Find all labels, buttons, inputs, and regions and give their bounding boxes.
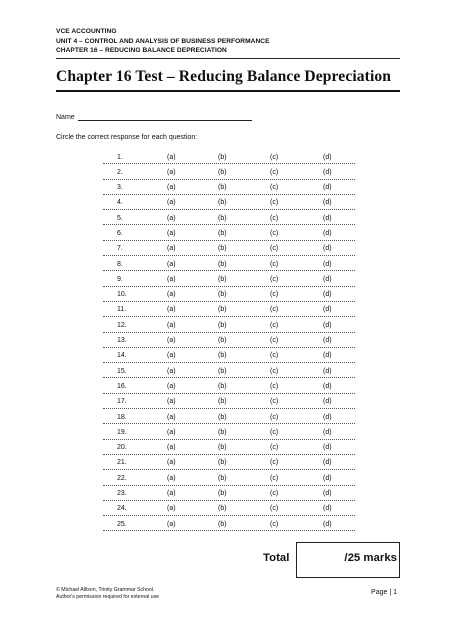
question-row — [103, 409, 355, 424]
question-number: 19. — [117, 428, 127, 436]
name-row — [56, 114, 252, 121]
question-number: 2. — [117, 168, 123, 176]
document-header — [56, 27, 400, 56]
answer-option-d[interactable]: (d) — [323, 291, 332, 299]
question-row — [103, 195, 355, 210]
answer-option-d[interactable]: (d) — [323, 459, 332, 467]
answer-option-a[interactable]: (a) — [167, 260, 176, 268]
answer-option-a[interactable]: (a) — [167, 490, 176, 498]
question-row — [103, 501, 355, 516]
answer-option-b[interactable]: (b) — [218, 168, 227, 176]
answer-option-b[interactable]: (b) — [218, 337, 227, 345]
question-row — [103, 241, 355, 256]
answer-option-d[interactable]: (d) — [323, 352, 332, 360]
answer-option-b[interactable]: (b) — [218, 229, 227, 237]
answer-option-b[interactable]: (b) — [218, 306, 227, 314]
question-row — [103, 302, 355, 317]
answer-option-b[interactable]: (b) — [218, 398, 227, 406]
answer-option-b[interactable]: (b) — [218, 214, 227, 222]
question-row — [103, 440, 355, 455]
answer-option-d[interactable]: (d) — [323, 245, 332, 253]
answer-option-d[interactable]: (d) — [323, 184, 332, 192]
answer-option-a[interactable]: (a) — [167, 184, 176, 192]
question-row — [103, 333, 355, 348]
answer-option-c[interactable]: (c) — [270, 260, 279, 268]
answer-option-b[interactable]: (b) — [218, 428, 227, 436]
answer-option-a[interactable]: (a) — [167, 306, 176, 314]
answer-option-c[interactable]: (c) — [270, 459, 279, 467]
question-number: 8. — [117, 260, 123, 268]
answer-option-b[interactable]: (b) — [218, 505, 227, 513]
answer-option-c[interactable]: (c) — [270, 352, 279, 360]
question-number: 20. — [117, 444, 127, 452]
answer-option-c[interactable]: (c) — [270, 413, 279, 421]
question-row — [103, 424, 355, 439]
question-number: 25. — [117, 520, 127, 528]
answer-option-a[interactable]: (a) — [167, 153, 176, 161]
answer-option-c[interactable]: (c) — [270, 275, 279, 283]
answer-option-a[interactable]: (a) — [167, 291, 176, 299]
answer-option-b[interactable]: (b) — [218, 275, 227, 283]
answer-option-b[interactable]: (b) — [218, 321, 227, 329]
question-row — [103, 225, 355, 240]
question-row — [103, 164, 355, 179]
question-number: 3. — [117, 184, 123, 192]
answer-option-b[interactable]: (b) — [218, 459, 227, 467]
answer-option-c[interactable]: (c) — [270, 229, 279, 237]
answer-option-b[interactable]: (b) — [218, 382, 227, 390]
answer-option-a[interactable]: (a) — [167, 428, 176, 436]
answer-option-a[interactable]: (a) — [167, 398, 176, 406]
answer-option-c[interactable]: (c) — [270, 367, 279, 375]
answer-option-b[interactable]: (b) — [218, 520, 227, 528]
answer-option-d[interactable]: (d) — [323, 367, 332, 375]
question-number: 18. — [117, 413, 127, 421]
answer-option-d[interactable]: (d) — [323, 214, 332, 222]
question-row — [103, 317, 355, 332]
answer-option-b[interactable]: (b) — [218, 291, 227, 299]
total-box — [296, 542, 400, 578]
question-row — [103, 180, 355, 195]
name-label: Name — [56, 114, 75, 121]
answer-option-d[interactable]: (d) — [323, 444, 332, 452]
answer-grid — [103, 149, 355, 531]
question-row — [103, 455, 355, 470]
answer-option-b[interactable]: (b) — [218, 199, 227, 207]
answer-option-d[interactable]: (d) — [323, 490, 332, 498]
answer-option-b[interactable]: (b) — [218, 352, 227, 360]
question-number: 1. — [117, 153, 123, 161]
question-number: 24. — [117, 505, 127, 513]
answer-option-c[interactable]: (c) — [270, 214, 279, 222]
answer-option-a[interactable]: (a) — [167, 229, 176, 237]
answer-option-d[interactable]: (d) — [323, 413, 332, 421]
answer-option-c[interactable]: (c) — [270, 291, 279, 299]
answer-option-c[interactable]: (c) — [270, 382, 279, 390]
question-row — [103, 256, 355, 271]
answer-option-d[interactable]: (d) — [323, 199, 332, 207]
answer-option-c[interactable]: (c) — [270, 168, 279, 176]
answer-option-a[interactable]: (a) — [167, 337, 176, 345]
answer-option-b[interactable]: (b) — [218, 444, 227, 452]
question-row — [103, 287, 355, 302]
answer-option-c[interactable]: (c) — [270, 245, 279, 253]
answer-option-d[interactable]: (d) — [323, 337, 332, 345]
question-row — [103, 516, 355, 531]
answer-option-d[interactable]: (d) — [323, 398, 332, 406]
question-row — [103, 394, 355, 409]
answer-option-b[interactable]: (b) — [218, 474, 227, 482]
total-marks: /25 marks — [344, 552, 397, 564]
answer-option-b[interactable]: (b) — [218, 490, 227, 498]
answer-option-a[interactable]: (a) — [167, 199, 176, 207]
answer-option-c[interactable]: (c) — [270, 490, 279, 498]
answer-option-b[interactable]: (b) — [218, 184, 227, 192]
header-chapter: CHAPTER 16 – REDUCING BALANCE DEPRECIATION — [56, 47, 227, 55]
question-number: 12. — [117, 321, 127, 329]
answer-option-c[interactable]: (c) — [270, 520, 279, 528]
answer-option-d[interactable]: (d) — [323, 505, 332, 513]
question-row — [103, 149, 355, 164]
question-row — [103, 378, 355, 393]
answer-option-a[interactable]: (a) — [167, 382, 176, 390]
question-number: 5. — [117, 214, 123, 222]
answer-option-a[interactable]: (a) — [167, 413, 176, 421]
answer-option-a[interactable]: (a) — [167, 459, 176, 467]
answer-option-b[interactable]: (b) — [218, 245, 227, 253]
answer-option-c[interactable]: (c) — [270, 428, 279, 436]
question-number: 23. — [117, 490, 127, 498]
question-row — [103, 271, 355, 286]
question-number: 13. — [117, 337, 127, 345]
question-number: 14. — [117, 352, 127, 360]
answer-option-c[interactable]: (c) — [270, 474, 279, 482]
question-row — [103, 210, 355, 225]
answer-option-a[interactable]: (a) — [167, 214, 176, 222]
answer-option-a[interactable]: (a) — [167, 275, 176, 283]
answer-option-b[interactable]: (b) — [218, 367, 227, 375]
question-number: 21. — [117, 459, 127, 467]
answer-option-c[interactable]: (c) — [270, 321, 279, 329]
answer-option-a[interactable]: (a) — [167, 168, 176, 176]
footer-copyright: © Michael Allison, Trinity Grammar School. — [56, 587, 155, 593]
question-number: 4. — [117, 199, 123, 207]
question-number: 7. — [117, 245, 123, 253]
footer-credit — [56, 587, 159, 602]
page-title: Chapter 16 Test – Reducing Balance Depreciation — [56, 68, 392, 85]
answer-option-a[interactable]: (a) — [167, 367, 176, 375]
answer-option-a[interactable]: (a) — [167, 505, 176, 513]
answer-option-c[interactable]: (c) — [270, 199, 279, 207]
title-divider — [56, 90, 400, 92]
answer-option-d[interactable]: (d) — [323, 520, 332, 528]
answer-option-d[interactable]: (d) — [323, 153, 332, 161]
answer-option-d[interactable]: (d) — [323, 306, 332, 314]
question-number: 17. — [117, 398, 127, 406]
answer-option-a[interactable]: (a) — [167, 474, 176, 482]
answer-option-a[interactable]: (a) — [167, 444, 176, 452]
footer-permission: Author's permission required for external use — [56, 594, 160, 601]
answer-option-c[interactable]: (c) — [270, 444, 279, 452]
header-divider — [56, 58, 400, 59]
answer-option-a[interactable]: (a) — [167, 245, 176, 253]
answer-option-d[interactable]: (d) — [323, 428, 332, 436]
answer-option-d[interactable]: (d) — [323, 321, 332, 329]
header-unit: UNIT 4 – CONTROL AND ANALYSIS OF BUSINESS PERFORMANCE — [56, 37, 270, 45]
page-number: Page | 1 — [371, 589, 397, 596]
answer-option-a[interactable]: (a) — [167, 352, 176, 360]
question-number: 11. — [117, 306, 127, 314]
question-row — [103, 470, 355, 485]
answer-option-c[interactable]: (c) — [270, 306, 279, 314]
answer-option-d[interactable]: (d) — [323, 382, 332, 390]
answer-option-c[interactable]: (c) — [270, 184, 279, 192]
question-row — [103, 363, 355, 378]
answer-option-c[interactable]: (c) — [270, 505, 279, 513]
name-field[interactable] — [78, 114, 252, 121]
answer-option-d[interactable]: (d) — [323, 168, 332, 176]
question-row — [103, 348, 355, 363]
answer-option-a[interactable]: (a) — [167, 520, 176, 528]
answer-option-b[interactable]: (b) — [218, 413, 227, 421]
answer-option-c[interactable]: (c) — [270, 153, 279, 161]
instruction-text: Circle the correct response for each question: — [56, 134, 198, 141]
answer-option-d[interactable]: (d) — [323, 260, 332, 268]
answer-option-c[interactable]: (c) — [270, 398, 279, 406]
question-number: 22. — [117, 474, 127, 482]
answer-option-a[interactable]: (a) — [167, 321, 176, 329]
question-number: 6. — [117, 229, 123, 237]
answer-option-c[interactable]: (c) — [270, 337, 279, 345]
answer-option-d[interactable]: (d) — [323, 275, 332, 283]
question-row — [103, 486, 355, 501]
answer-option-b[interactable]: (b) — [218, 153, 227, 161]
answer-option-d[interactable]: (d) — [323, 474, 332, 482]
header-subject: VCE ACCOUNTING — [56, 28, 117, 35]
question-number: 10. — [117, 291, 127, 299]
total-label: Total — [263, 552, 290, 564]
answer-option-b[interactable]: (b) — [218, 260, 227, 268]
question-number: 15. — [117, 367, 127, 375]
question-number: 16. — [117, 382, 127, 390]
answer-option-d[interactable]: (d) — [323, 229, 332, 237]
question-number: 9. — [117, 275, 123, 283]
